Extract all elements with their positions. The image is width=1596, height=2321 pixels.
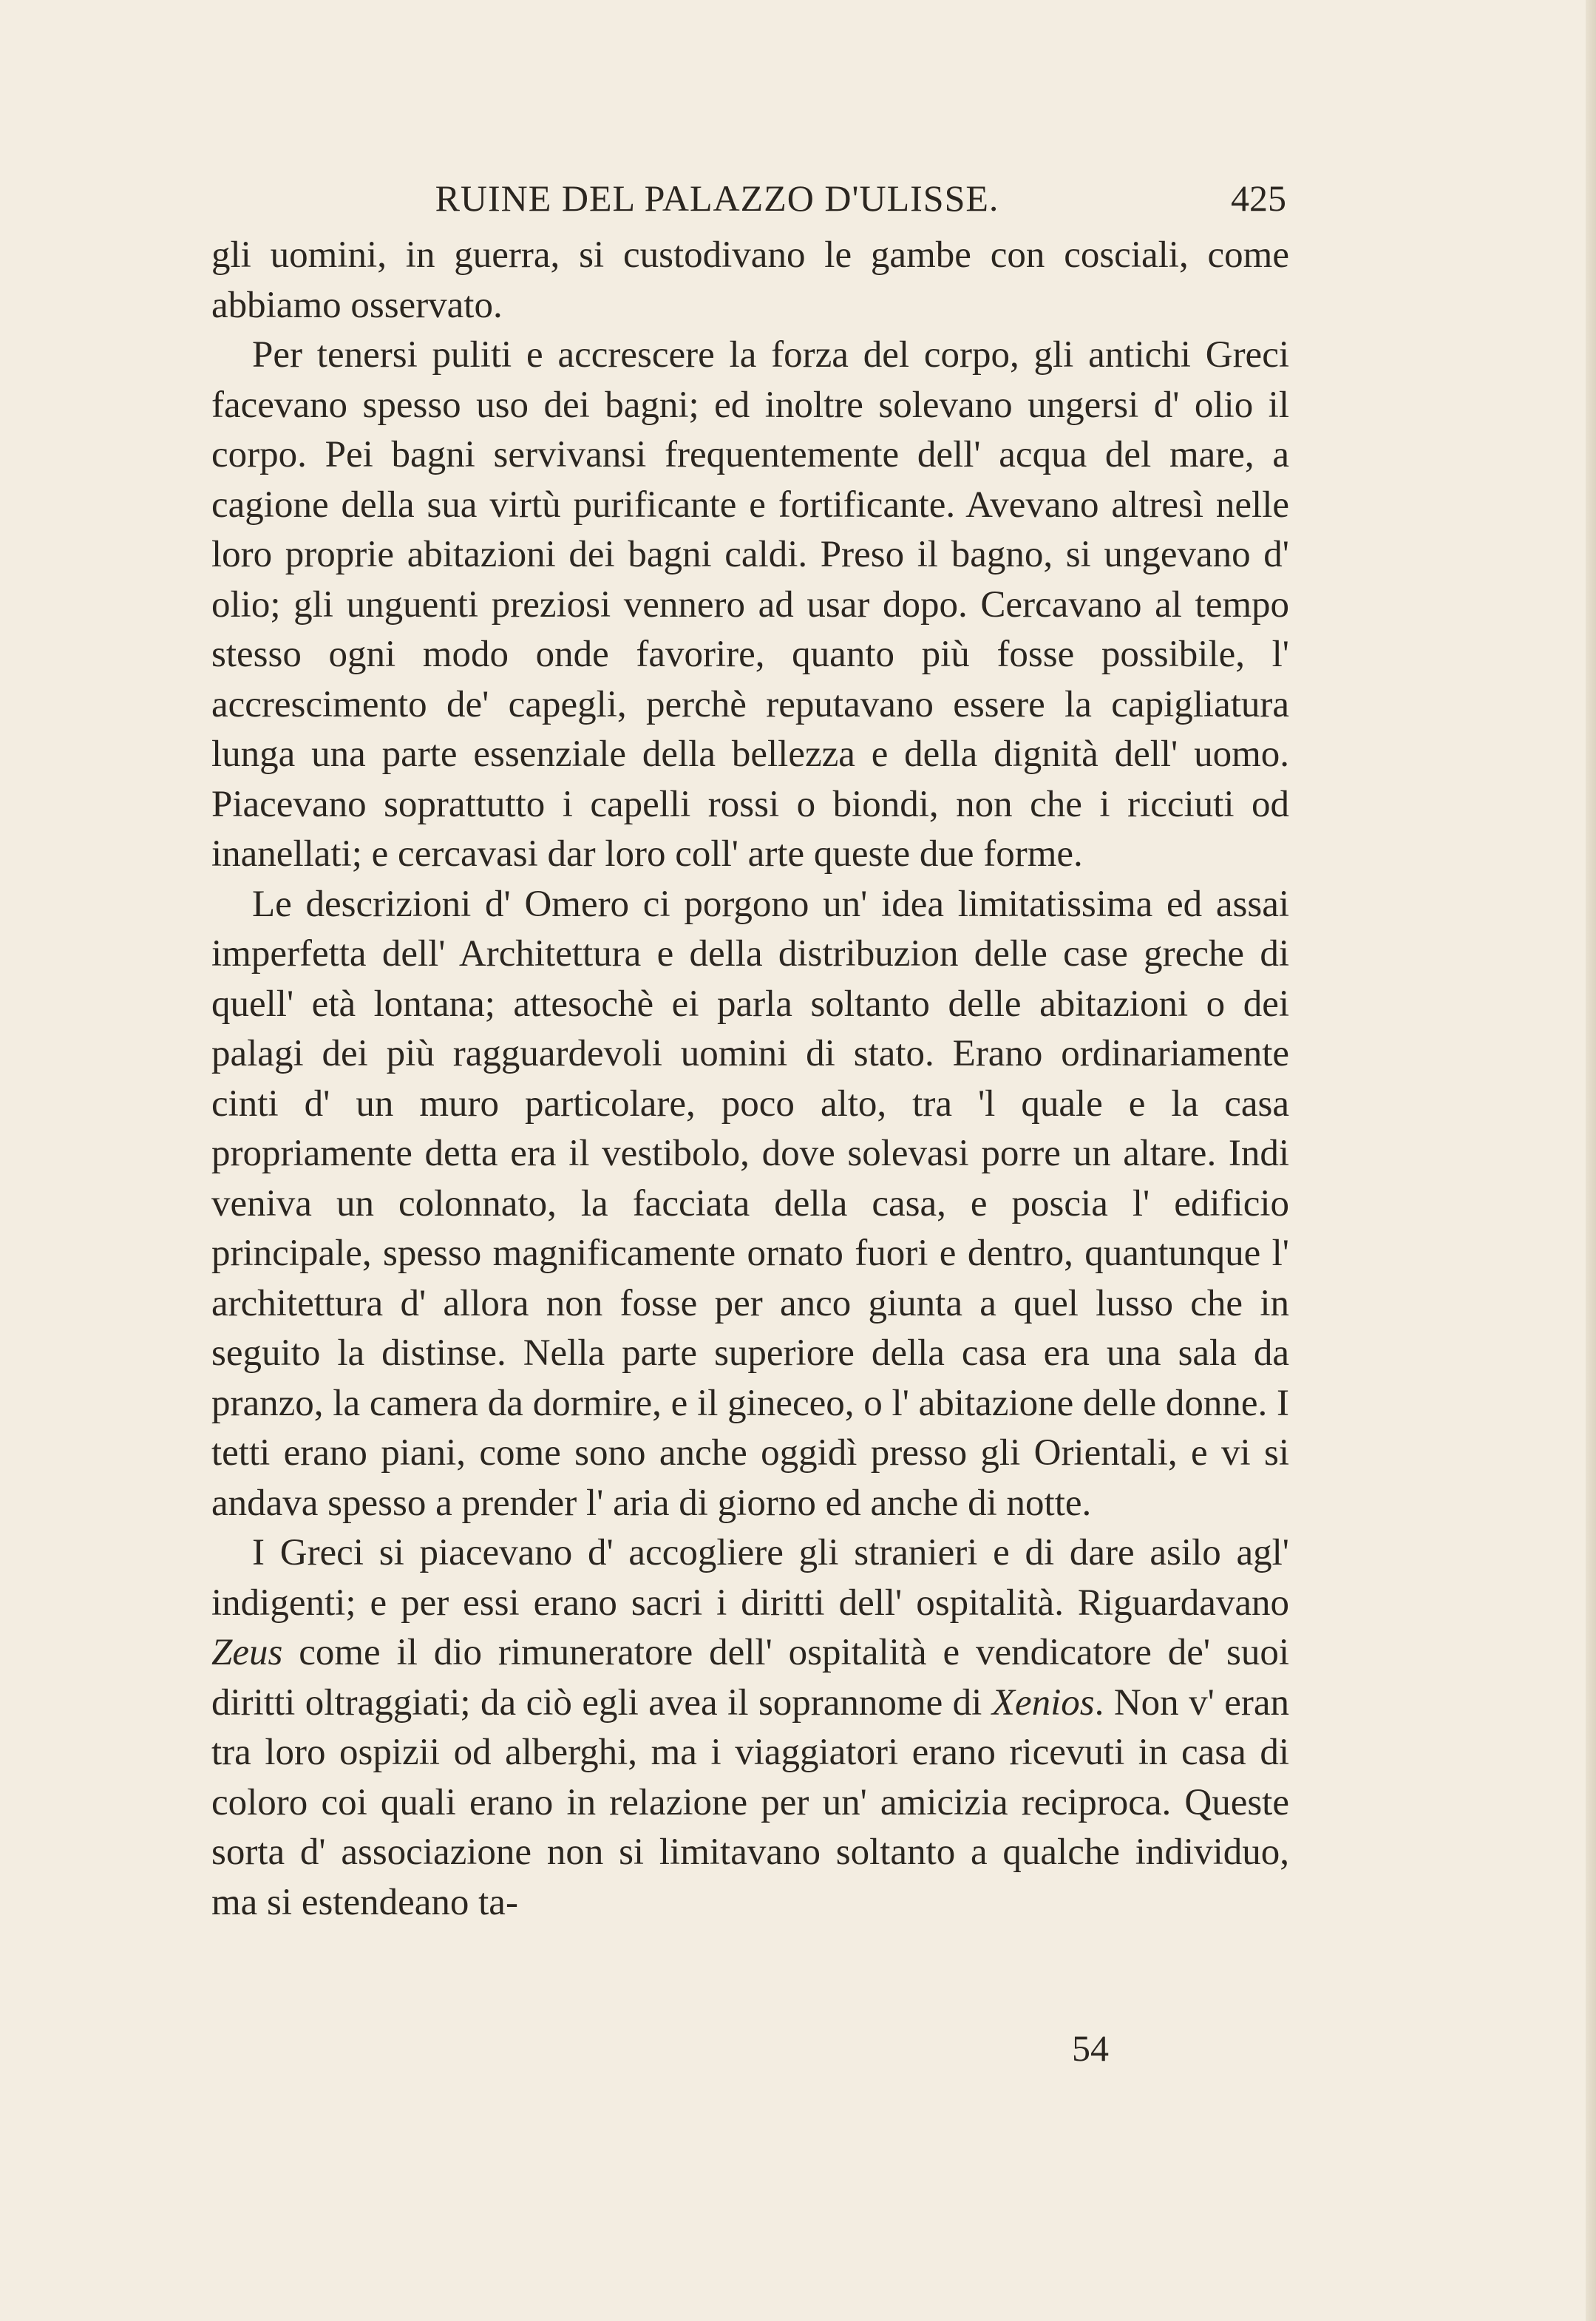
running-title: RUINE DEL PALAZZO D'ULISSE. xyxy=(435,177,999,219)
page-header xyxy=(214,176,1286,220)
paragraph-2: Per tenersi puliti e accrescere la forza del corpo, gli antichi Greci facevano spesso uso dei bagni; ed inoltre solevano ungersi d' olio il corpo. Pei bagni servivansi frequentemente dell' acqua del mare, a cagione della sua virtù purificante e fortificante. Avevano altresì nelle loro proprie abitazioni dei bagni caldi. Preso il bagno, si ungevano d' olio; gli unguenti preziosi vennero ad usar dopo. Cercavano al tempo stesso ogni modo onde favorire, quanto più fosse possibile, l' accrescimento de' capegli, perchè reputavano essere la capigliatura lunga una parte essenziale della bellezza e della dignità dell' uomo. Piacevano soprattutto i capelli rossi o biondi, non che i ricciuti od inanellati; e cercavasi dar loro coll' arte queste due forme. xyxy=(211,334,1289,875)
paragraph-4-text-after: . Non v' eran tra loro ospizii od alberghi, ma i viaggiatori erano ricevuti in casa di coloro coi quali erano in relazione per un' amicizia reciproca. Queste sorta d' associazione non si limitavano soltanto a qualche individuo, ma si estendeano ta- xyxy=(211,1681,1289,1923)
body-text xyxy=(211,231,1289,1928)
paragraph-4-text-middle: come il dio rimuneratore dell' ospitalità e vendicatore de' suoi diritti oltraggiati; da ciò egli avea il soprannome di xyxy=(211,1632,1289,1724)
paragraph-4 xyxy=(211,1528,1289,1928)
italic-term-xenios: Xenios xyxy=(991,1681,1095,1724)
page-edge xyxy=(1586,0,1596,2321)
italic-term-zeus: Zeus xyxy=(211,1632,283,1673)
paragraph-4-text-before: I Greci si piacevano d' accogliere gli stranieri e di dare asilo agl' indigenti; e per essi erano sacri i diritti dell' ospitalità. Riguardavano xyxy=(211,1532,1289,1624)
signature-mark: 54 xyxy=(1072,2027,1109,2069)
paragraph-3: Le descrizioni d' Omero ci porgono un' idea limitatissima ed assai imperfetta dell' Architettura e della distribuzion delle case greche di quell' età lontana; attesochè ei parla soltanto delle abitazioni o dei palagi dei più ragguardevoli uomini di stato. Erano ordinariamente cinti d' un muro particolare, poco alto, tra 'l quale e la casa propriamente detta era il vestibolo, dove solevasi porre un altare. Indi veniva un colonnato, la facciata della casa, e poscia l' edificio principale, spesso magnificamente ornato fuori e dentro, quantunque l' architettura d' allora non fosse per anco giunta a quel lusso che in seguito la distinse. Nella parte superiore della casa era una sala da pranzo, la camera da dormire, e il gineceo, o l' abitazione delle donne. I tetti erano piani, come sono anche oggidì presso gli Orientali, e vi si andava spesso a prender l' aria di giorno ed anche di notte. xyxy=(211,883,1289,1524)
page-number: 425 xyxy=(1231,177,1286,219)
paragraph-1: gli uomini, in guerra, si custodivano le gambe con cosciali, come abbiamo osservato. xyxy=(211,234,1289,326)
